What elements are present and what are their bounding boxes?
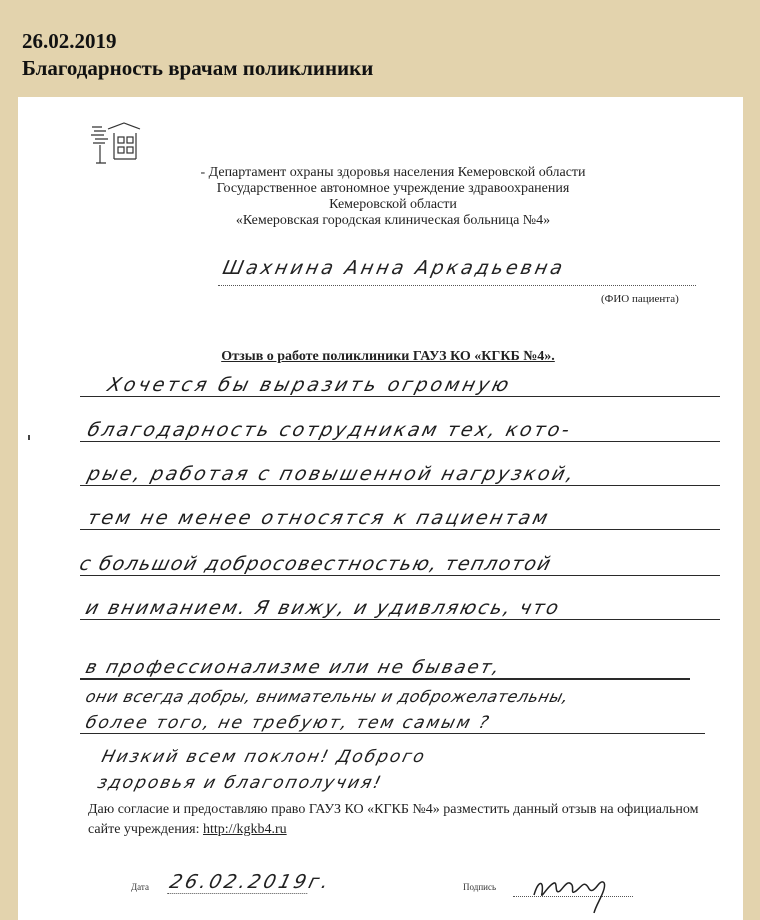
review-line: рые, работая с повышенной нагрузкой,: [80, 463, 720, 486]
consent-statement: [88, 800, 708, 840]
review-line: Низкий всем поклон! Доброго: [99, 747, 429, 767]
date-label: Дата: [131, 882, 149, 892]
review-title: Отзыв о работе поликлиники ГАУЗ КО «КГКБ №4».: [221, 349, 555, 364]
review-line: с большой добросовестностью, теплотой: [80, 553, 720, 576]
publication-date: 26.02.2019: [22, 29, 117, 53]
org-line: «Кемеровская городская клиническая больница №4»: [235, 213, 551, 228]
consent-text: Даю согласие и предоставляю право ГАУЗ КО «КГКБ №4» разместить данный отзыв на официальном сайте учреждения:: [88, 802, 699, 837]
review-line: здоровья и благополучия!: [95, 773, 385, 793]
org-line: Государственное автономное учреждение здравоохранения: [216, 181, 570, 196]
review-line: более того, не требуют, тем самым ?: [80, 713, 705, 734]
patient-name-handwritten: Шахнина Анна Аркадьевна: [220, 257, 568, 279]
review-line: Хочется бы выразить огромную: [80, 374, 720, 397]
org-line: Кемеровской области: [329, 197, 457, 212]
hospital-logo-icon: [86, 119, 144, 171]
organization-header: [128, 165, 658, 229]
page-title: Благодарность врачам поликлиники: [22, 56, 374, 80]
page-header: [22, 28, 373, 82]
handwritten-signature: [528, 871, 618, 916]
hospital-website-link[interactable]: http://kgkb4.ru: [203, 822, 287, 837]
scanned-review-form: [18, 97, 743, 920]
patient-name-line: [218, 285, 696, 286]
review-line: и вниманием. Я вижу, и удивляюсь, что: [80, 597, 720, 620]
scan-mark: [28, 435, 30, 440]
date-handwritten: 26.02.2019г.: [167, 871, 334, 893]
review-line: тем не менее относятся к пациентам: [80, 507, 720, 530]
review-line: они всегда добры, внимательны и доброжелательны,: [83, 687, 571, 706]
org-line: - Департамент охраны здоровья населения Кемеровской области: [200, 165, 586, 180]
review-line: благодарность сотрудникам тех, кото-: [80, 419, 720, 442]
patient-name-label: (ФИО пациента): [601, 293, 679, 305]
review-line: в профессионализме или не бывает,: [80, 657, 690, 680]
signature-label: Подпись: [463, 882, 497, 892]
